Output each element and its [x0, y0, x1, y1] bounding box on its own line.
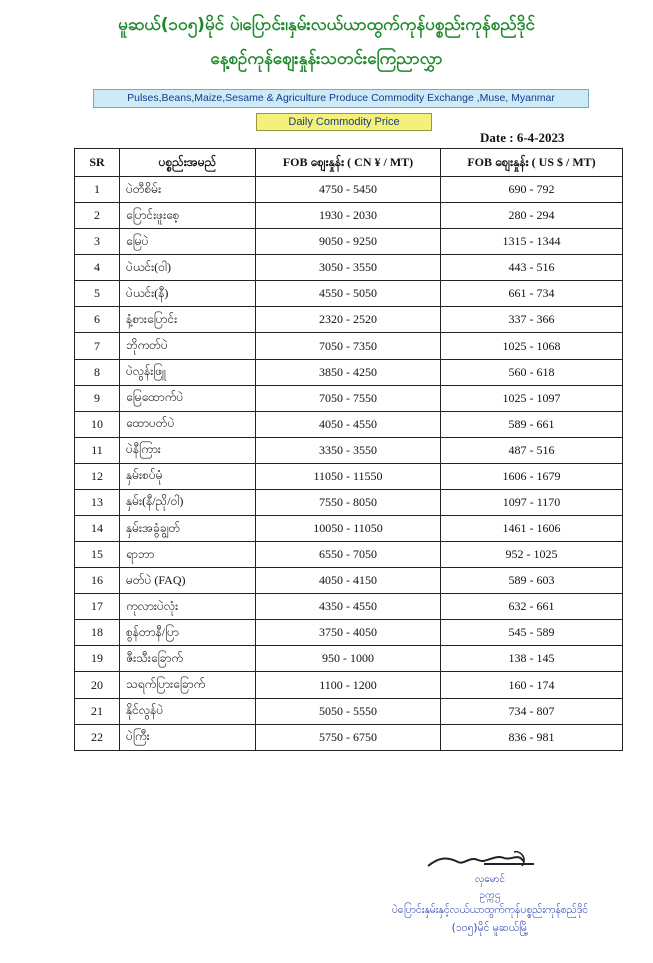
cell-sr: 18 [75, 620, 120, 646]
cell-us-price: 337 - 366 [441, 307, 623, 333]
cell-sr: 8 [75, 359, 120, 385]
cell-us-price: 487 - 516 [441, 437, 623, 463]
cell-cn-price: 6550 - 7050 [256, 542, 441, 568]
cell-name: စွန်တာနီ/ပြာ [120, 620, 256, 646]
cell-name: နှမ်း(နီ/ညို/ဝါ) [120, 489, 256, 515]
cell-cn-price: 1100 - 1200 [256, 672, 441, 698]
cell-sr: 7 [75, 333, 120, 359]
cell-name: မြေထောက်ပဲ [120, 385, 256, 411]
table-row [75, 281, 623, 307]
table-row [75, 333, 623, 359]
table-row [75, 229, 623, 255]
signatory-org: ပဲပြောင်းနှမ်းနှင့်လယ်ယာထွက်ကုန်ပစ္စည်းကုန်စည်ဒိုင် [391, 904, 589, 916]
cell-us-price: 160 - 174 [441, 672, 623, 698]
cell-sr: 14 [75, 516, 120, 542]
cell-sr: 22 [75, 724, 120, 750]
cell-sr: 15 [75, 542, 120, 568]
cell-cn-price: 4750 - 5450 [256, 177, 441, 203]
cell-sr: 17 [75, 594, 120, 620]
page-title: မူဆယ်(၁၀၅)မိုင် ပဲ၊ပြောင်း၊နှမ်းလယ်ယာထွက်ကုန်ပစ္စည်းကုန်စည်ဒိုင် [118, 15, 535, 35]
exchange-banner: Pulses,Beans,Maize,Sesame & Agriculture Produce Commodity Exchange ,Muse, Myanmar [93, 89, 589, 108]
cell-us-price: 545 - 589 [441, 620, 623, 646]
cell-us-price: 1025 - 1097 [441, 385, 623, 411]
cell-us-price: 589 - 661 [441, 411, 623, 437]
cell-sr: 20 [75, 672, 120, 698]
cell-us-price: 280 - 294 [441, 203, 623, 229]
cell-cn-price: 3050 - 3550 [256, 255, 441, 281]
cell-us-price: 734 - 807 [441, 698, 623, 724]
cell-sr: 12 [75, 463, 120, 489]
cell-us-price: 589 - 603 [441, 568, 623, 594]
cell-cn-price: 7050 - 7550 [256, 385, 441, 411]
report-date: Date : 6-4-2023 [480, 130, 565, 145]
cell-cn-price: 4050 - 4150 [256, 568, 441, 594]
cell-sr: 9 [75, 385, 120, 411]
cell-us-price: 1315 - 1344 [441, 229, 623, 255]
table-row [75, 385, 623, 411]
cell-name: ပြောင်းဖူးစေ့ [120, 203, 256, 229]
cell-us-price: 138 - 145 [441, 646, 623, 672]
cell-sr: 16 [75, 568, 120, 594]
cell-cn-price: 5750 - 6750 [256, 724, 441, 750]
cell-cn-price: 3750 - 4050 [256, 620, 441, 646]
table-row [75, 724, 623, 750]
cell-name: ထောပတ်ပဲ [120, 411, 256, 437]
cell-cn-price: 3350 - 3550 [256, 437, 441, 463]
table-header-row [75, 149, 623, 177]
header-name: ပစ္စည်းအမည် [120, 149, 256, 177]
cell-cn-price: 4550 - 5050 [256, 281, 441, 307]
table-row [75, 646, 623, 672]
table-row [75, 489, 623, 515]
table-row [75, 542, 623, 568]
header-cn-price: FOB စျေးနှုန်း ( CN ¥ / MT) [256, 149, 441, 177]
page-subtitle-myanmar: နေ့စဉ်ကုန်စျေးနှုန်းသတင်းကြေညာလွှာ [210, 49, 443, 69]
table-row [75, 463, 623, 489]
cell-us-price: 836 - 981 [441, 724, 623, 750]
daily-price-label: Daily Commodity Price [256, 113, 432, 131]
cell-us-price: 1097 - 1170 [441, 489, 623, 515]
cell-cn-price: 11050 - 11550 [256, 463, 441, 489]
cell-cn-price: 7050 - 7350 [256, 333, 441, 359]
signature-block [340, 840, 640, 950]
cell-sr: 2 [75, 203, 120, 229]
cell-cn-price: 4050 - 4550 [256, 411, 441, 437]
cell-us-price: 560 - 618 [441, 359, 623, 385]
cell-sr: 13 [75, 489, 120, 515]
cell-sr: 11 [75, 437, 120, 463]
cell-sr: 6 [75, 307, 120, 333]
cell-name: သရက်ပြားခြောက် [120, 672, 256, 698]
cell-us-price: 632 - 661 [441, 594, 623, 620]
cell-name: ဇီးသီးခြောက် [120, 646, 256, 672]
cell-name: ပဲနီကြား [120, 437, 256, 463]
table-row [75, 594, 623, 620]
cell-us-price: 661 - 734 [441, 281, 623, 307]
table-row [75, 568, 623, 594]
cell-name: မြေပဲ [120, 229, 256, 255]
cell-name: ပဲလွန်းဖြူ [120, 359, 256, 385]
cell-name: နိုင်လွန်ပဲ [120, 698, 256, 724]
cell-name: ပဲတီစိမ်း [120, 177, 256, 203]
signatory-location: (၁၀၅)မိုင် မူဆယ်မြို့ [451, 922, 529, 934]
cell-name: နံ့စားပြောင်း [120, 307, 256, 333]
cell-name: ပဲယင်း(ဝါ) [120, 255, 256, 281]
cell-name: ရာဘာ [120, 542, 256, 568]
cell-us-price: 1606 - 1679 [441, 463, 623, 489]
signatory-title: ဥက္ကဌ [479, 890, 501, 901]
cell-name: ကုလားပဲလုံး [120, 594, 256, 620]
cell-cn-price: 9050 - 9250 [256, 229, 441, 255]
cell-name: နှမ်းအခွံချွတ် [120, 516, 256, 542]
cell-us-price: 1461 - 1606 [441, 516, 623, 542]
cell-name: ပဲကြီး [120, 724, 256, 750]
cell-cn-price: 2320 - 2520 [256, 307, 441, 333]
table-row [75, 203, 623, 229]
cell-sr: 21 [75, 698, 120, 724]
table-row [75, 177, 623, 203]
cell-name: ပဲယင်း(နီ) [120, 281, 256, 307]
cell-us-price: 690 - 792 [441, 177, 623, 203]
cell-cn-price: 1930 - 2030 [256, 203, 441, 229]
table-row [75, 255, 623, 281]
signature-icon [424, 848, 544, 874]
header-sr: SR [75, 149, 120, 177]
cell-sr: 5 [75, 281, 120, 307]
table-row [75, 411, 623, 437]
cell-cn-price: 10050 - 11050 [256, 516, 441, 542]
table-row [75, 698, 623, 724]
table-row [75, 516, 623, 542]
cell-us-price: 443 - 516 [441, 255, 623, 281]
table-row [75, 620, 623, 646]
cell-name: မတ်ပဲ (FAQ) [120, 568, 256, 594]
cell-cn-price: 5050 - 5550 [256, 698, 441, 724]
header-us-price: FOB စျေးနှုန်း ( US $ / MT) [441, 149, 623, 177]
cell-us-price: 1025 - 1068 [441, 333, 623, 359]
table-row [75, 307, 623, 333]
table-row [75, 672, 623, 698]
cell-cn-price: 4350 - 4550 [256, 594, 441, 620]
table-row [75, 359, 623, 385]
price-table [74, 148, 623, 751]
cell-cn-price: 7550 - 8050 [256, 489, 441, 515]
cell-name: ဘိုကတ်ပဲ [120, 333, 256, 359]
cell-us-price: 952 - 1025 [441, 542, 623, 568]
cell-sr: 4 [75, 255, 120, 281]
cell-cn-price: 3850 - 4250 [256, 359, 441, 385]
cell-sr: 19 [75, 646, 120, 672]
signatory-name: လှမောင် [474, 874, 506, 885]
cell-sr: 1 [75, 177, 120, 203]
cell-sr: 3 [75, 229, 120, 255]
cell-name: နှမ်းစပ်မုံ [120, 463, 256, 489]
cell-sr: 10 [75, 411, 120, 437]
cell-cn-price: 950 - 1000 [256, 646, 441, 672]
table-row [75, 437, 623, 463]
